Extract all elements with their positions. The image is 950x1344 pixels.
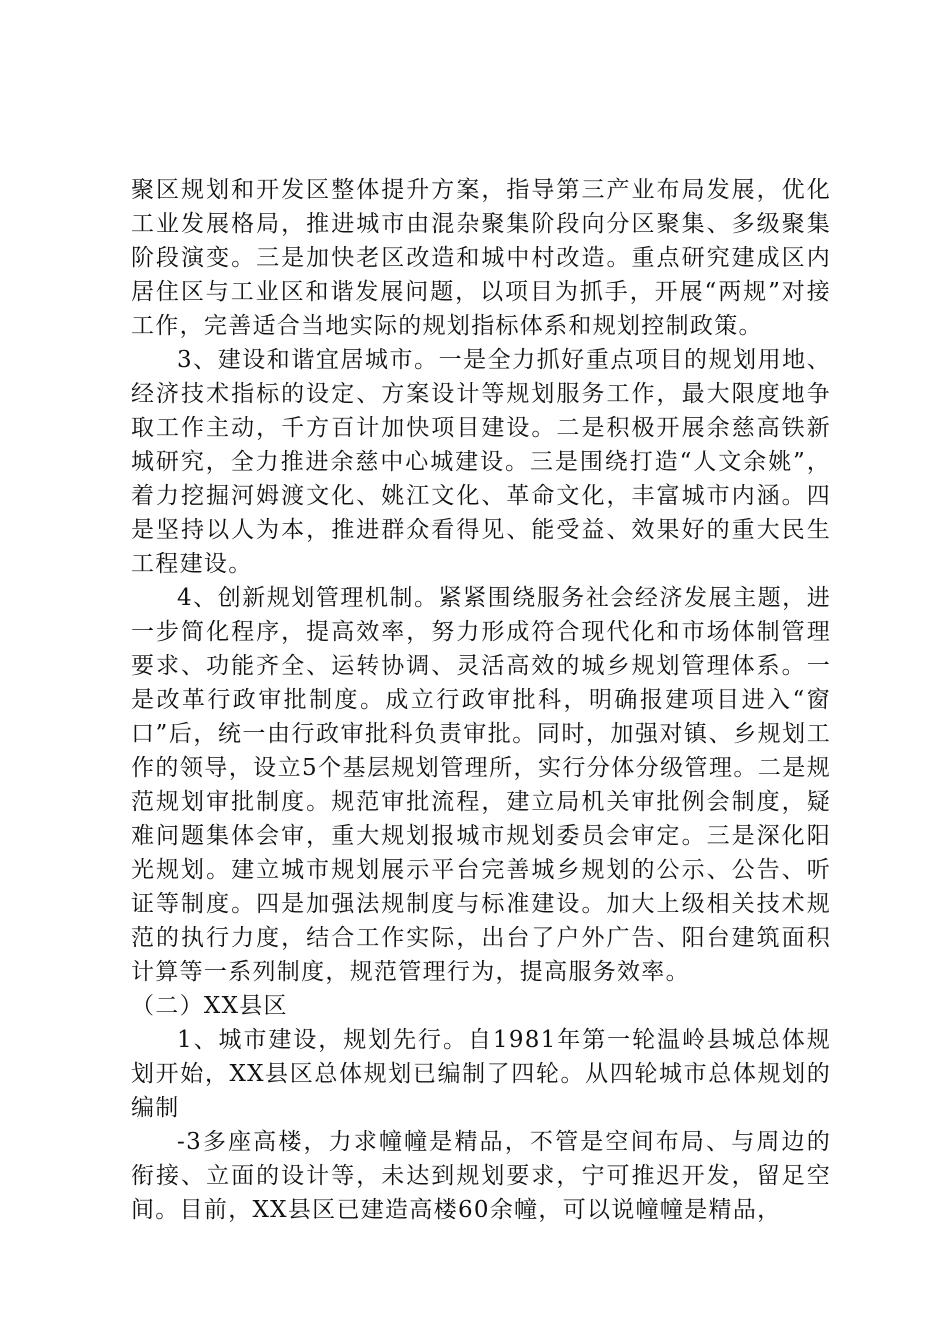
document-body (131, 173, 831, 1227)
section-heading: （二）XX县区 (131, 993, 288, 1019)
paragraph-item-3: 3、建设和谐宜居城市。一是全力抓好重点项目的规划用地、经济技术指标的设定、方案设计等规划服务工作，最大限度地争取工作主动，千方百计加快项目建设。二是积极开展余慈高铁新城研究，全力推进余慈中心城建设。三是围绕打造“人文余姚”，着力挖掘河姆渡文化、姚江文化、革命文化，丰富城市内涵。四是坚持以人为本，推进群众看得见、能受益、效果好的重大民生工程建设。 (131, 347, 831, 577)
paragraph-item-4: 4、创新规划管理机制。紧紧围绕服务社会经济发展主题，进一步简化程序，提高效率，努力形成符合现代化和市场体制管理要求、功能齐全、运转协调、灵活高效的城乡规划管理体系。一是改革行政审批制度。成立行政审批科，明确报建项目进入“窗口”后，统一由行政审批科负责审批。同时，加强对镇、乡规划工作的领导，设立5个基层规划管理所，实行分体分级管理。二是规范规划审批制度。规范审批流程，建立局机关审批例会制度，疑难问题集体会审，重大规划报城市规划委员会审定。三是深化阳光规划。建立城市规划展示平台完善城乡规划的公示、公告、听证等制度。四是加强法规制度与标准建设。加大上级相关技术规范的执行力度，结合工作实际，出台了户外广告、阳台建筑面积计算等一系列制度，规范管理行为，提高服务效率。 (131, 585, 831, 985)
paragraph-continuation: 聚区规划和开发区整体提升方案，指导第三产业布局发展，优化工业发展格局，推进城市由混杂聚集阶段向分区聚集、多级聚集阶段演变。三是加快老区改造和城中村改造。重点研究建成区内居住区与工业区和谐发展问题，以项目为抓手，开展“两规”对接工作，完善适合当地实际的规划指标体系和规划控制政策。 (131, 177, 831, 339)
paragraph-fragment: -3多座高楼，力求幢幢是精品，不管是空间布局、与周边的衔接、立面的设计等，未达到规划要求，宁可推迟开发，留足空间。目前，XX县区已建造高楼60余幢，可以说幢幢是精品， (131, 1129, 831, 1223)
paragraph-item-1: 1、城市建设，规划先行。自1981年第一轮温岭县城总体规划开始，XX县区总体规划已编制了四轮。从四轮城市总体规划的编制 (131, 1027, 831, 1121)
